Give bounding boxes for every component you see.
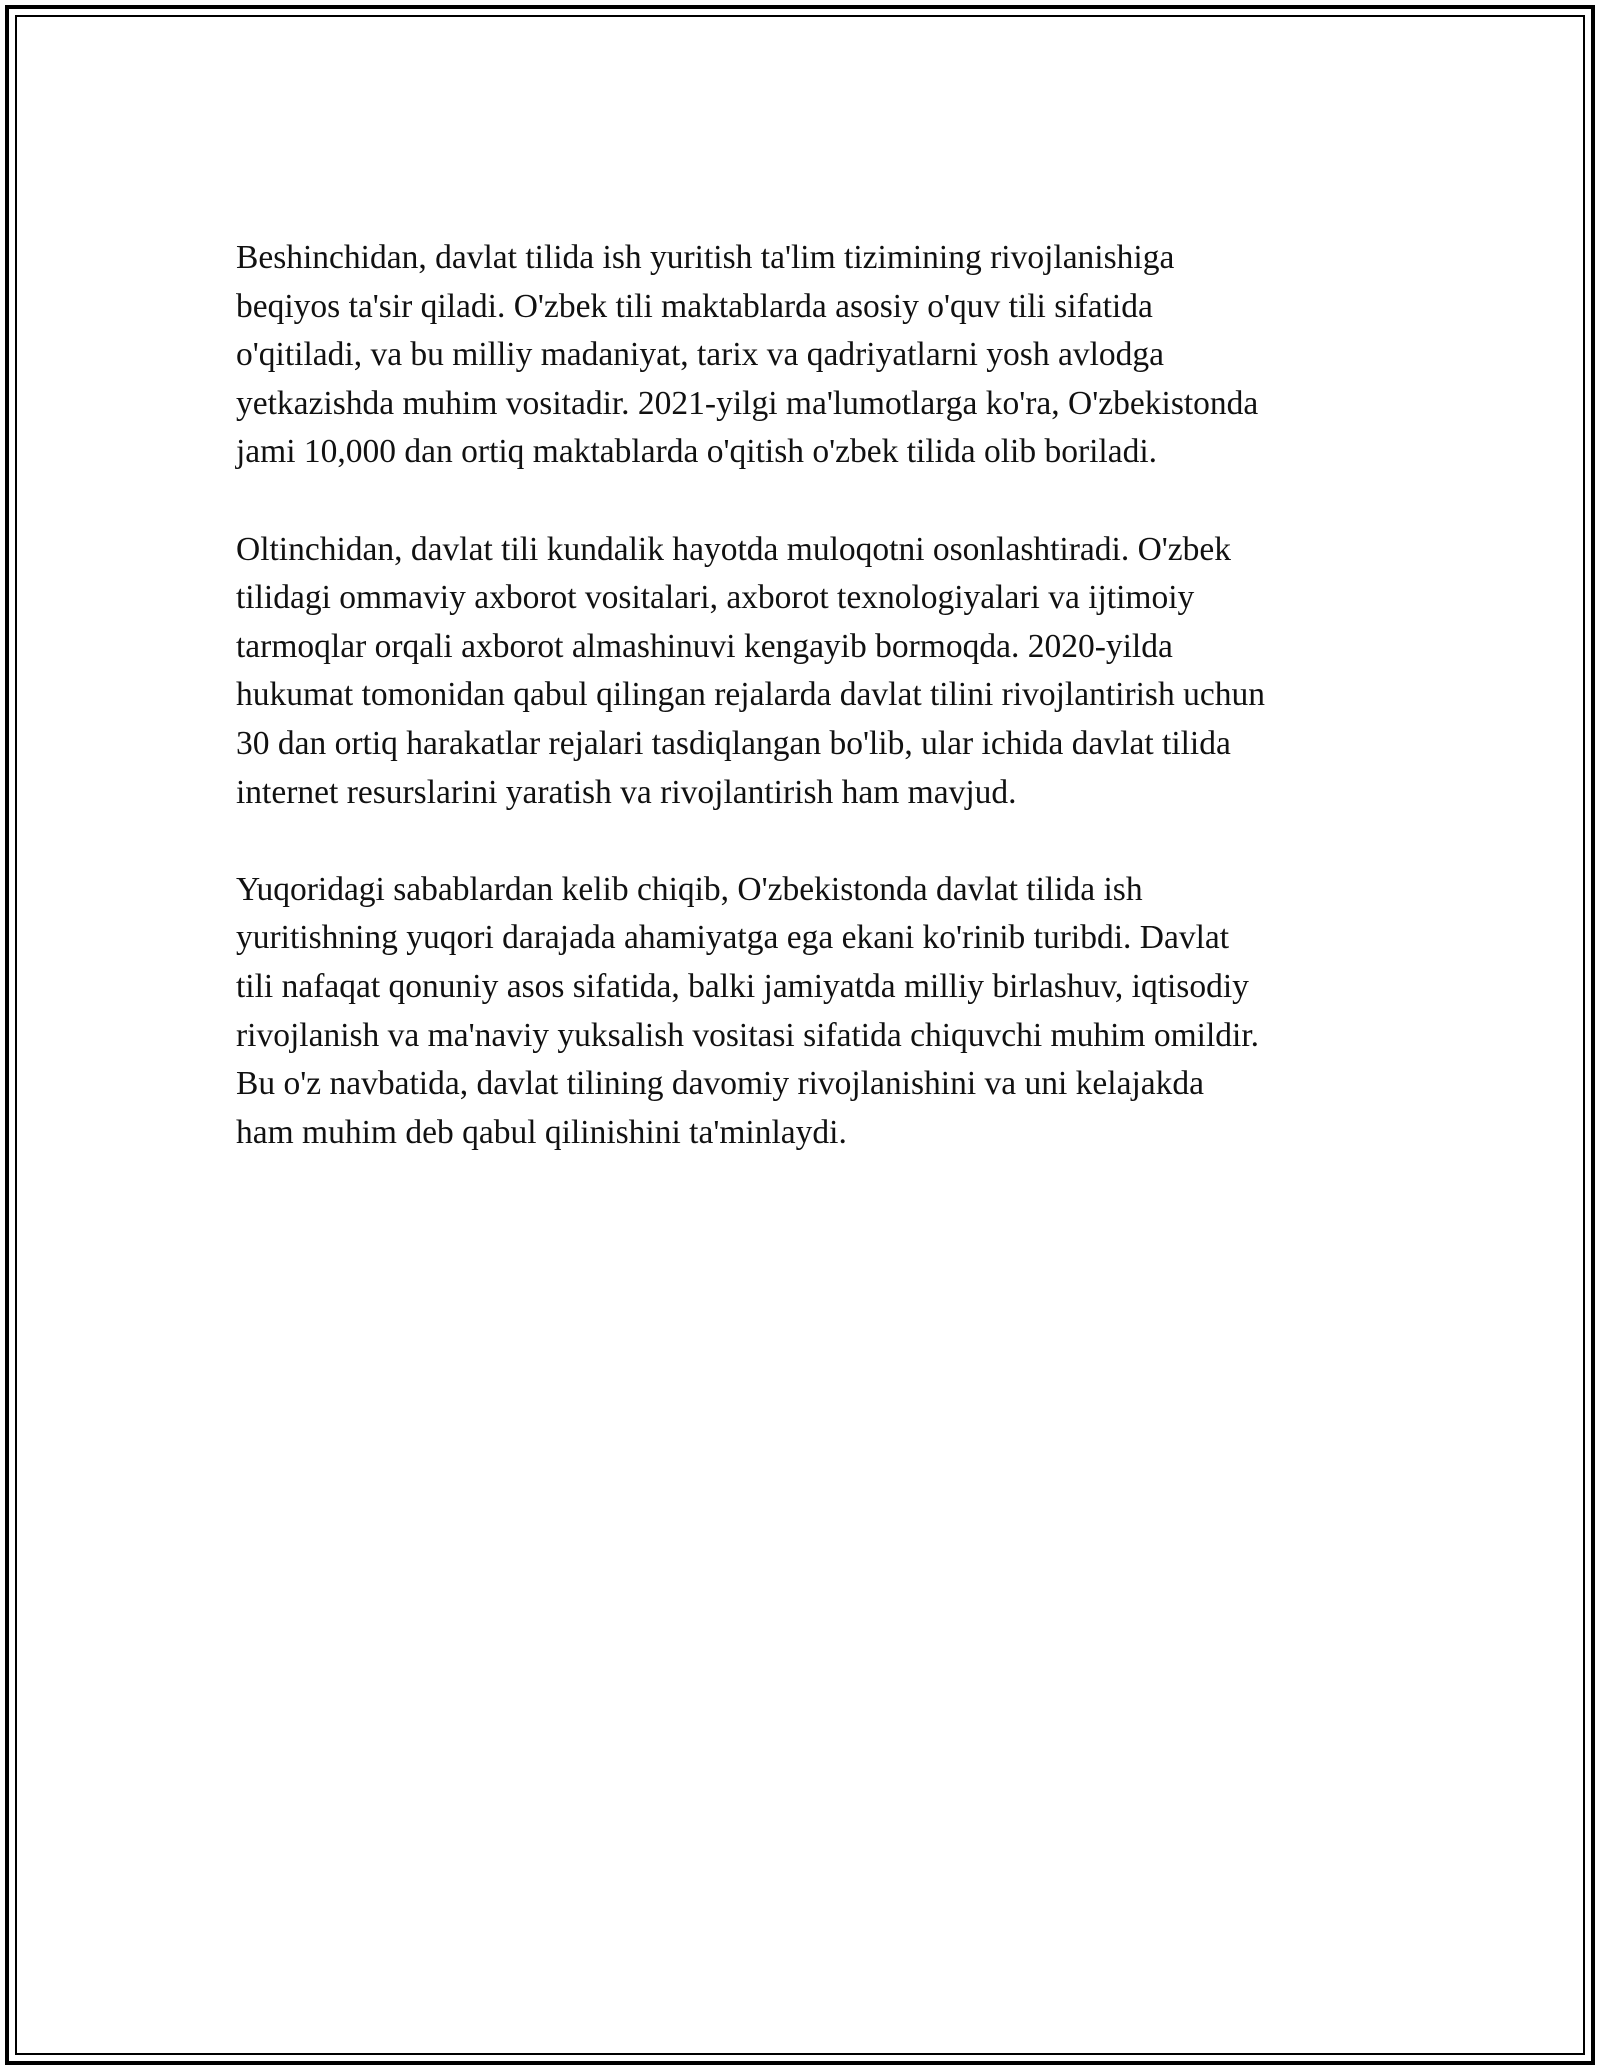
text-line: rivojlanish va ma'naviy yuksalish vositasi sifatida chiquvchi muhim omildir. [236, 1016, 1260, 1054]
text-line: 30 dan ortiq harakatlar rejalari tasdiqlangan bo'lib, ular ichida davlat tilida [236, 724, 1231, 762]
text-line: jami 10,000 dan ortiq maktablarda o'qitish o'zbek tilida olib boriladi. [236, 433, 1158, 471]
text-line: ham muhim deb qabul qilinishini ta'minlaydi. [236, 1113, 847, 1151]
text-line: Beshinchidan, davlat tilida ish yuritish ta'lim tizimining rivojlanishiga [236, 239, 1175, 276]
text-line: tilidagi ommaviy axborot vositalari, axborot texnologiyalari va ijtimoiy [236, 579, 1195, 617]
text-line: yuritishning yuqori darajada ahamiyatga ega ekani ko'rinib turibdi. Davlat [236, 919, 1230, 957]
text-line: yetkazishda muhim vositadir. 2021-yilgi ma'lumotlarga ko'ra, O'zbekistonda [236, 384, 1259, 422]
paragraph-2 [236, 526, 1376, 818]
text-line: o'qitiladi, va bu milliy madaniyat, tarix va qadriyatlarni yosh avlodga [236, 336, 1164, 374]
text-line: Bu o'z navbatida, davlat tilining davomiy rivojlanishini va uni kelajakda [236, 1065, 1205, 1103]
text-line: Yuqoridagi sabablardan kelib chiqib, O'zbekistonda davlat tilida ish [236, 870, 1143, 908]
document-body [236, 234, 1376, 1206]
paragraph-3 [236, 866, 1376, 1158]
text-line: internet resurslarini yaratish va rivojlantirish ham mavjud. [236, 773, 1017, 811]
text-line: tili nafaqat qonuniy asos sifatida, balki jamiyatda milliy birlashuv, iqtisodiy [236, 967, 1249, 1005]
text-line: beqiyos ta'sir qiladi. O'zbek tili maktablarda asosiy o'quv tili sifatida [236, 287, 1153, 325]
paragraph-1 [236, 234, 1376, 477]
text-line: Oltinchidan, davlat tili kundalik hayotda muloqotni osonlashtiradi. O'zbek [236, 530, 1232, 568]
text-line: hukumat tomonidan qabul qilingan rejalarda davlat tilini rivojlantirish uchun [236, 676, 1265, 714]
text-line: tarmoqlar orqali axborot almashinuvi kengayib bormoqda. 2020-yilda [236, 627, 1173, 665]
